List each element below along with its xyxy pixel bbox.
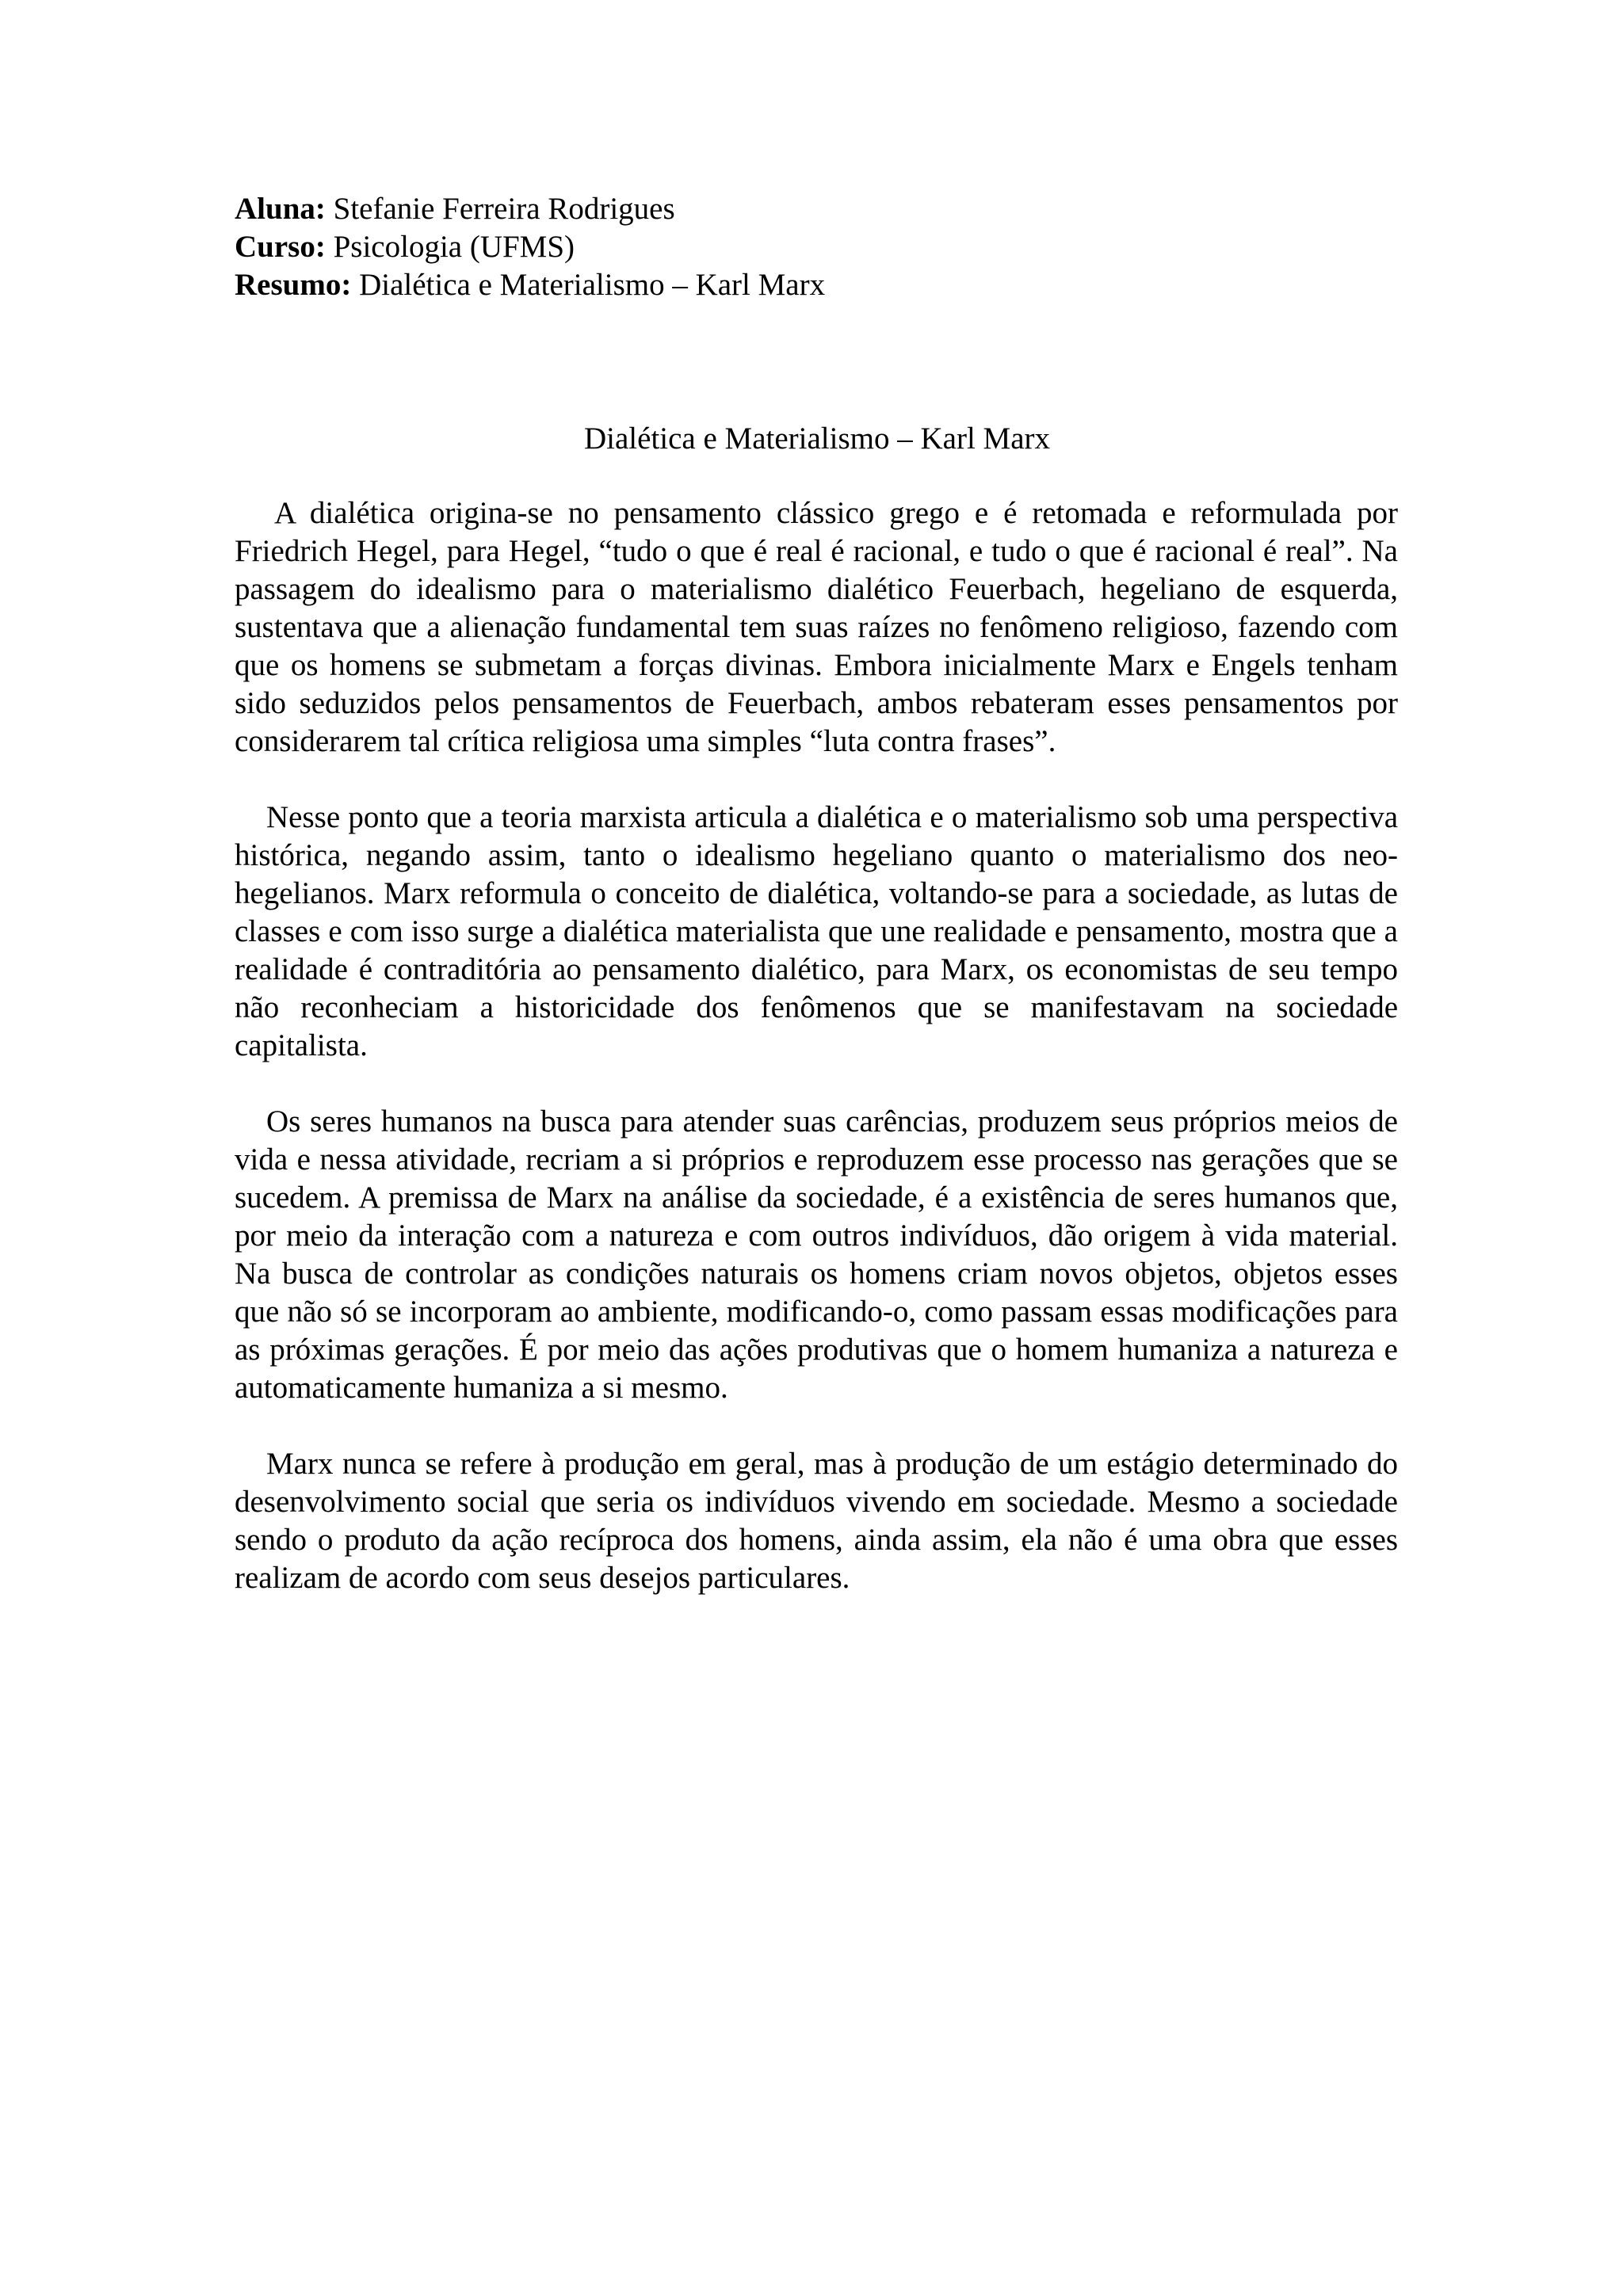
- summary-line: [235, 266, 1400, 304]
- student-name-line: [235, 190, 1400, 228]
- summary-label: Resumo:: [235, 268, 352, 302]
- document-title: Dialética e Materialismo – Karl Marx: [583, 421, 1051, 456]
- course-value: Psicologia (UFMS): [325, 230, 575, 264]
- paragraph-1: A dialética origina-se no pensamento clássico grego e é retomada e reformulada por Friedrich Hegel, para Hegel, “tudo o que é real é racional, e tudo o que é racional é real”. Na passagem do idealismo para o materialismo dialético Feuerbach, hegeliano de esquerda, sustentava que a alienação fundamental tem suas raízes no fenômeno religioso, fazendo com que os homens se submetam a forças divinas. Embora inicialmente Marx e Engels tenham sido seduzidos pelos pensamentos de Feuerbach, ambos rebateram esses pensamentos por considerarem tal crítica religiosa uma simples “luta contra frases”.: [235, 496, 1398, 758]
- document-body: [235, 494, 1398, 1635]
- course-line: [235, 228, 1400, 266]
- student-name-value: Stefanie Ferreira Rodrigues: [325, 192, 675, 226]
- student-name-label: Aluna:: [235, 192, 326, 226]
- paragraph-3: Os seres humanos na busca para atender suas carências, produzem seus próprios meios de vida e nessa atividade, recriam a si próprios e reproduzem esse processo nas gerações que se sucedem. A premissa de Marx na análise da sociedade, é a existência de seres humanos que, por meio da interação com a natureza e com outros indivíduos, dão origem à vida material. Na busca de controlar as condições naturais os homens criam novos objetos, objetos esses que não só se incorporam ao ambiente, modificando-o, como passam essas modificações para as próximas gerações. É por meio das ações produtivas que o homem humaniza a natureza e automaticamente humaniza a si mesmo.: [235, 1104, 1398, 1405]
- paragraph-2: Nesse ponto que a teoria marxista articula a dialética e o materialismo sob uma perspectiva histórica, negando assim, tanto o idealismo hegeliano quanto o materialismo dos neo-hegelianos. Marx reformula o conceito de dialética, voltando-se para a sociedade, as lutas de classes e com isso surge a dialética materialista que une realidade e pensamento, mostra que a realidade é contraditória ao pensamento dialético, para Marx, os economistas de seu tempo não reconheciam a historicidade dos fenômenos que se manifestavam na sociedade capitalista.: [235, 800, 1398, 1062]
- summary-value: Dialética e Materialismo – Karl Marx: [351, 268, 826, 302]
- student-info-header: [235, 190, 1400, 304]
- paragraph-4: Marx nunca se refere à produção em geral, mas à produção de um estágio determinado do desenvolvimento social que seria os indivíduos vivendo em sociedade. Mesmo a sociedade sendo o produto da ação recíproca dos homens, ainda assim, ela não é uma obra que esses realizam de acordo com seus desejos particulares.: [235, 1447, 1398, 1595]
- course-label: Curso:: [235, 230, 326, 264]
